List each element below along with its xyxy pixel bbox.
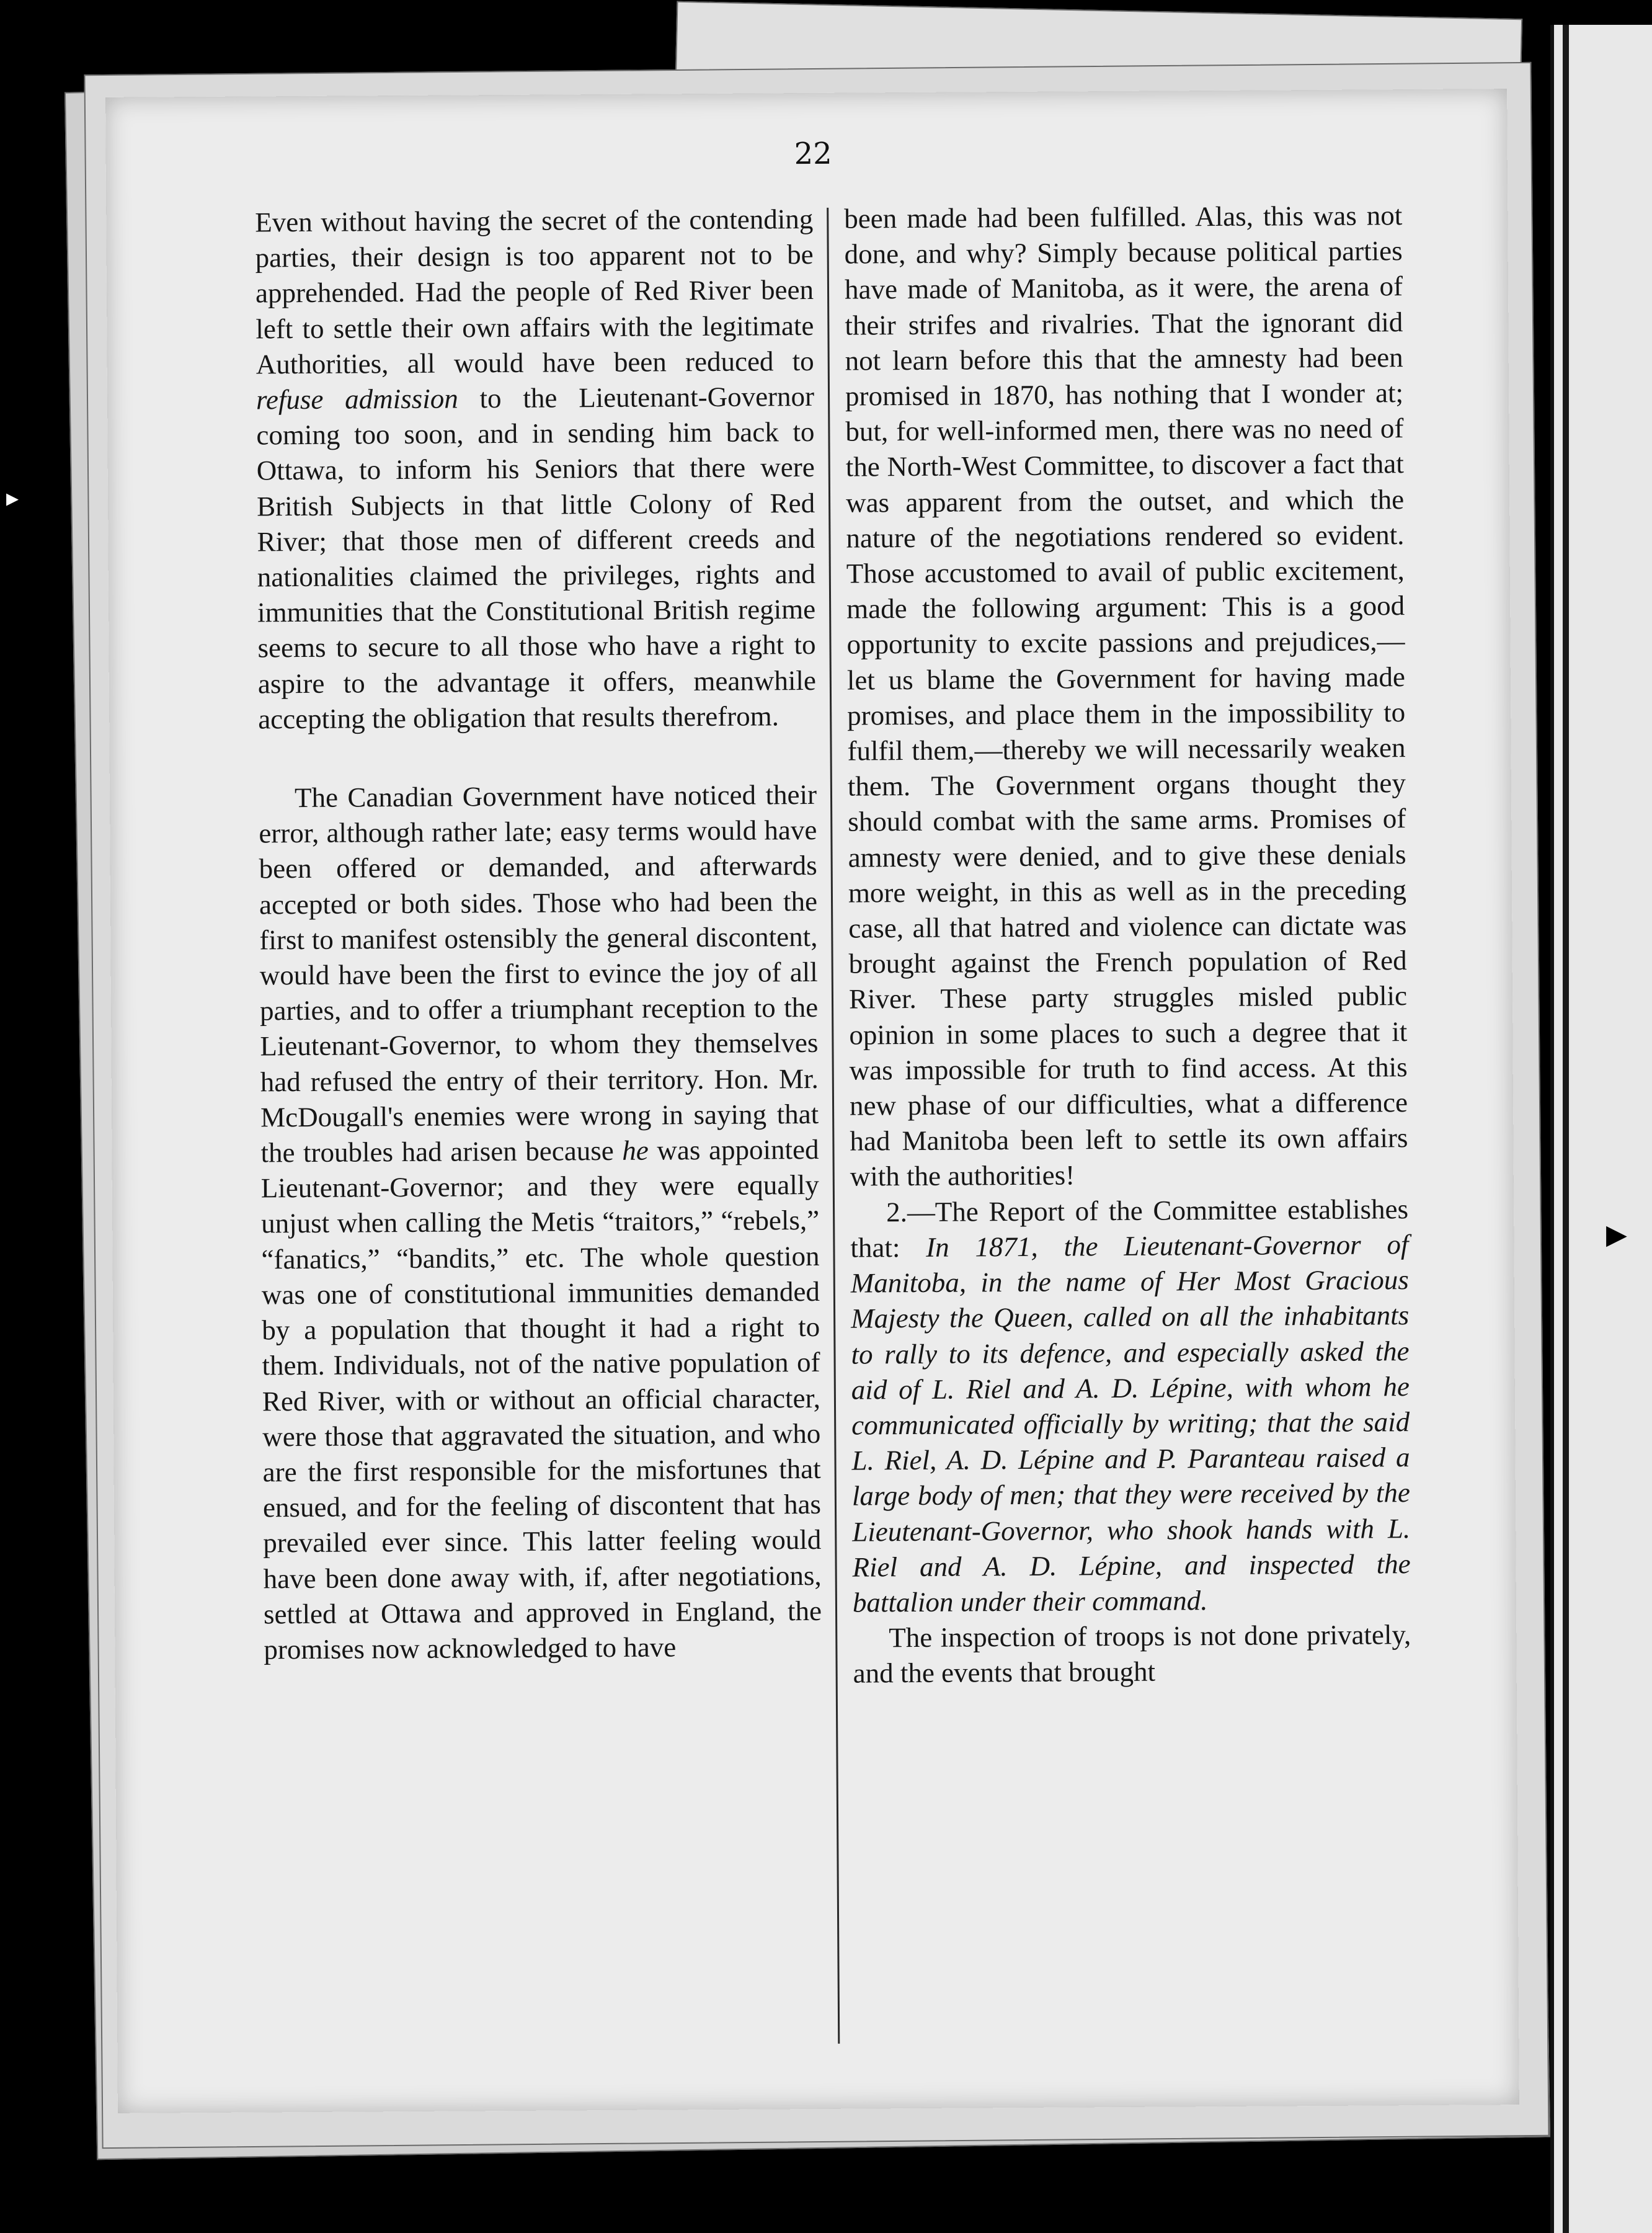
document-page (105, 89, 1519, 2113)
emphasis-text: In 1871, the Lieutenant-Governor of Manitoba, in the name of Her Most Gracious Majesty the Queen, called on all the inhabitants to rally to its defence, and especially asked the aid of L. Riel and A. D. Lépine, with whom he communicated officially by writing; that the said L. Riel, A. D. Lépine and P. Paranteau raised a large body of men; that they were received by the Lieutenant-Governor, who shook hands with L. Riel and A. D. Lépine, and inspected the battalion under their command. (850, 1229, 1411, 1618)
page-gutter-line (1563, 25, 1569, 2233)
right-column (844, 198, 1411, 1691)
paragraph (844, 198, 1408, 1195)
adjacent-page-edge (1550, 25, 1652, 2233)
paragraph (255, 202, 816, 738)
paragraph-text: to the Lieutenant-Governor coming too soon, and in sending him back to Ottawa, to inform his Seniors that there were British Subjects in that little Colony of Red River; that those men of different creeds and nationalities claimed the privileges, rights and immunities that the Constitutional British regime seems to secure to all those who have a right to aspire to the advantage it offers, meanwhile accepting the obligation that results therefrom. (256, 380, 817, 735)
scan-arrow-icon: ▶ (1606, 1219, 1627, 1250)
paragraph-text: 2.—The Report of the Committee establishes that: (850, 1193, 1409, 1264)
paragraph (259, 777, 822, 1668)
text-columns (255, 198, 1413, 2035)
column-divider (827, 208, 840, 2044)
paragraph-text: been made had been fulfilled. Alas, this was not done, and why? Simply because political parties have made of Manitoba, as it were, the arena of their strifes and rivalries. That the ignorant did not learn before this that the amnesty had been promised in 1870, has nothing that I wonder at; but, for well-informed men, there was no need of the North-West Committee, to discover a fact that was apparent from the outset, and which the nature of the negotiations rendered so evident. Those accustomed to avail of public excitement, made the following argument: This is a good opportunity to excite passions and prejudices,—let us blame the Government for having made promises, and place them in the impossibility to fulfil them,—thereby we will necessarily weaken them. The Government organs thought they should combat with the same arms. Promises of amnesty were denied, and to give these denials more weight, in this as well as in the preceding case, all that hatred and violence can dictate was brought against the French population of Red River. These party struggles misled public opinion in some places to such a degree that it was impossible for truth to find access. At this new phase of our difficulties, what a difference had Manitoba been left to settle its own affairs with the authorities! (844, 200, 1408, 1193)
paragraph-text: Even without having the secret of the contending parties, their design is too apparent not to be apprehended. Had the people of Red River been left to settle their own affairs with the legitimate Authorities, all would have been reduced to (255, 203, 814, 380)
paragraph-text: was appointed Lieutenant-Governor; and they were equally unjust when calling the Metis “traitors,” “rebels,” “fanatics,” “bandits,” etc. The whole question was one of constitutional immunities demanded by a population that thought it had a right to them. Individuals, not of the native population of Red River, with or without an official character, were those that aggravated the situation, and who are the first responsible for the misfortunes that ensued, and for the feeling of discontent that has prevailed ever since. This latter feeling would have been done away with, if, after negotiations, settled at Ottawa and approved in England, the promises now acknowledged to have (260, 1134, 822, 1665)
left-column (255, 202, 822, 1668)
emphasis-text: he (622, 1134, 649, 1166)
paragraph (850, 1192, 1411, 1621)
page-number: 22 (794, 136, 832, 172)
paragraph-text: The Canadian Government have noticed their error, although rather late; easy terms would have been offered or demanded, and afterwards accepted or both sides. Those who had been the first to manifest ostensibly the general discontent, would have been the first to evince the joy of all parties, and to offer a triumphant reception to the Lieutenant-Governor, to whom they themselves had refused the entry of their territory. Hon. Mr. McDougall's enemies were wrong in saying that the troubles had arisen because (259, 778, 819, 1169)
paragraph-text: The inspection of troops is not done privately, and the events that brought (853, 1619, 1411, 1689)
scan-arrow-icon: ▸ (6, 484, 19, 512)
emphasis-text: refuse admission (255, 383, 458, 416)
paragraph (853, 1617, 1411, 1691)
